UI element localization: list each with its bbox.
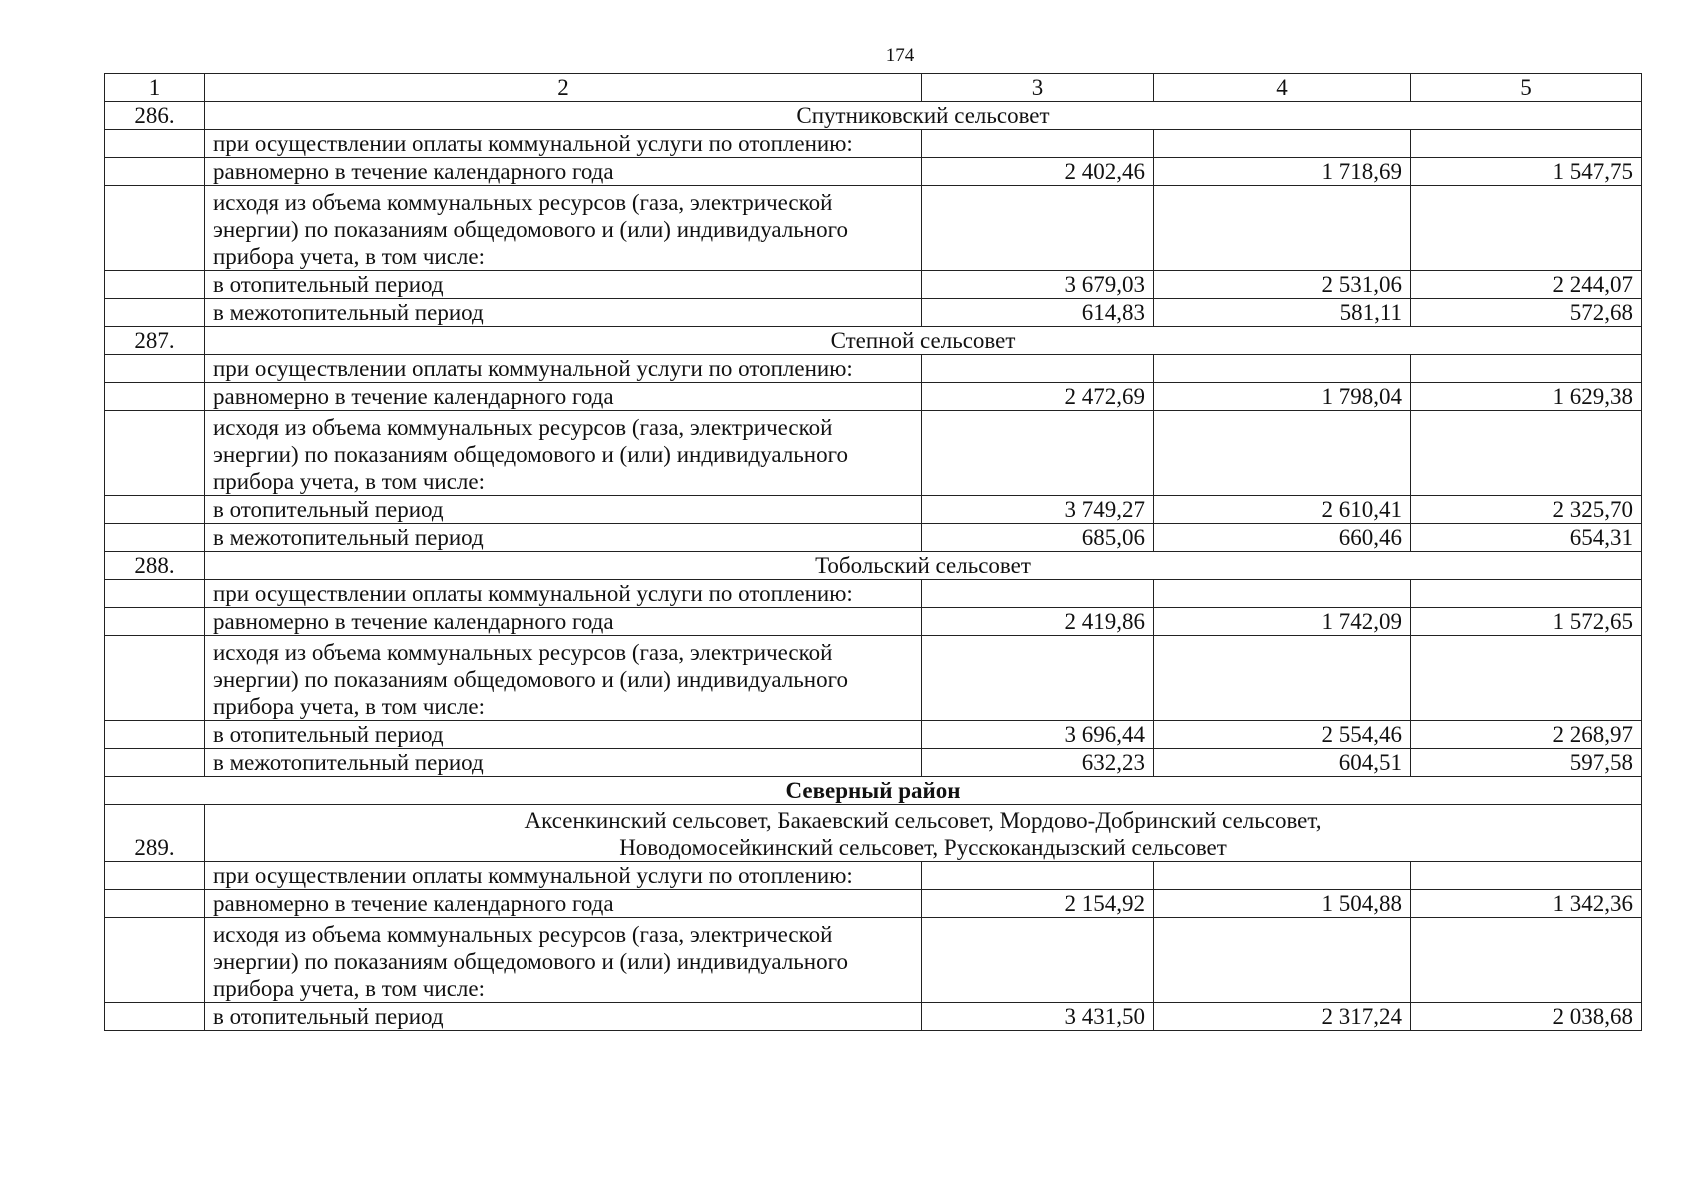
row-label: исходя из объема коммунальных ресурсов (газа, электрической энергии) по показаниям общедомового и (или) индивидуального прибора учета, в том числе: — [205, 411, 922, 496]
empty-cell — [1154, 355, 1411, 383]
value-cell: 2 154,92 — [922, 890, 1154, 918]
entry-title-row — [105, 102, 1642, 130]
entry-number: 288. — [105, 552, 205, 580]
value-cell: 614,83 — [922, 299, 1154, 327]
entry-title-row — [105, 552, 1642, 580]
empty-cell — [105, 186, 205, 271]
header-cell: 5 — [1411, 74, 1642, 102]
empty-cell — [105, 524, 205, 552]
table-row — [105, 890, 1642, 918]
entry-number: 287. — [105, 327, 205, 355]
empty-cell — [922, 862, 1154, 890]
empty-cell — [105, 918, 205, 1003]
value-cell: 2 038,68 — [1411, 1003, 1642, 1031]
row-label: в межотопительный период — [205, 524, 922, 552]
table-row — [105, 918, 1642, 1003]
value-cell: 1 718,69 — [1154, 158, 1411, 186]
empty-cell — [105, 130, 205, 158]
value-cell: 1 572,65 — [1411, 608, 1642, 636]
entry-title-row — [105, 805, 1642, 862]
value-cell: 660,46 — [1154, 524, 1411, 552]
empty-cell — [105, 749, 205, 777]
header-cell: 3 — [922, 74, 1154, 102]
region-title: Северный район — [105, 777, 1642, 805]
empty-cell — [1411, 636, 1642, 721]
row-label: при осуществлении оплаты коммунальной услуги по отоплению: — [205, 355, 922, 383]
empty-cell — [922, 355, 1154, 383]
empty-cell — [105, 608, 205, 636]
table-row — [105, 411, 1642, 496]
value-cell: 2 419,86 — [922, 608, 1154, 636]
empty-cell — [1411, 918, 1642, 1003]
value-cell: 3 431,50 — [922, 1003, 1154, 1031]
value-cell: 3 696,44 — [922, 721, 1154, 749]
empty-cell — [1411, 862, 1642, 890]
row-label: в межотопительный период — [205, 749, 922, 777]
row-label: при осуществлении оплаты коммунальной услуги по отоплению: — [205, 862, 922, 890]
value-cell: 581,11 — [1154, 299, 1411, 327]
table-row — [105, 721, 1642, 749]
value-cell: 1 742,09 — [1154, 608, 1411, 636]
empty-cell — [1154, 186, 1411, 271]
entry-number: 286. — [105, 102, 205, 130]
table-row — [105, 524, 1642, 552]
header-cell: 4 — [1154, 74, 1411, 102]
empty-cell — [922, 186, 1154, 271]
empty-cell — [105, 862, 205, 890]
value-cell: 2 317,24 — [1154, 1003, 1411, 1031]
value-cell: 604,51 — [1154, 749, 1411, 777]
empty-cell — [1411, 355, 1642, 383]
empty-cell — [105, 1003, 205, 1031]
empty-cell — [922, 636, 1154, 721]
table-row — [105, 355, 1642, 383]
value-cell: 632,23 — [922, 749, 1154, 777]
row-label: исходя из объема коммунальных ресурсов (газа, электрической энергии) по показаниям общедомового и (или) индивидуального прибора учета, в том числе: — [205, 186, 922, 271]
value-cell: 2 472,69 — [922, 383, 1154, 411]
table-row — [105, 130, 1642, 158]
row-label: равномерно в течение календарного года — [205, 158, 922, 186]
empty-cell — [105, 580, 205, 608]
value-cell: 1 629,38 — [1411, 383, 1642, 411]
row-label: в межотопительный период — [205, 299, 922, 327]
empty-cell — [1411, 411, 1642, 496]
value-cell: 3 749,27 — [922, 496, 1154, 524]
empty-cell — [105, 271, 205, 299]
table-row — [105, 608, 1642, 636]
page-number: 174 — [885, 45, 915, 66]
value-cell: 1 798,04 — [1154, 383, 1411, 411]
empty-cell — [1154, 130, 1411, 158]
empty-cell — [105, 383, 205, 411]
table-row — [105, 383, 1642, 411]
entry-title: Тобольский сельсовет — [205, 552, 1642, 580]
table-row — [105, 862, 1642, 890]
empty-cell — [922, 411, 1154, 496]
empty-cell — [922, 918, 1154, 1003]
table-row — [105, 496, 1642, 524]
row-label: в отопительный период — [205, 1003, 922, 1031]
empty-cell — [105, 721, 205, 749]
empty-cell — [922, 580, 1154, 608]
value-cell: 2 554,46 — [1154, 721, 1411, 749]
row-label: равномерно в течение календарного года — [205, 383, 922, 411]
empty-cell — [105, 890, 205, 918]
value-cell: 2 402,46 — [922, 158, 1154, 186]
value-cell: 2 610,41 — [1154, 496, 1411, 524]
empty-cell — [1411, 186, 1642, 271]
value-cell: 3 679,03 — [922, 271, 1154, 299]
value-cell: 2 531,06 — [1154, 271, 1411, 299]
row-label: в отопительный период — [205, 496, 922, 524]
table-row — [105, 749, 1642, 777]
row-label: в отопительный период — [205, 721, 922, 749]
table-row — [105, 271, 1642, 299]
table-row — [105, 1003, 1642, 1031]
table-row — [105, 636, 1642, 721]
row-label: равномерно в течение календарного года — [205, 890, 922, 918]
table-row — [105, 299, 1642, 327]
value-cell: 597,58 — [1411, 749, 1642, 777]
header-cell: 1 — [105, 74, 205, 102]
empty-cell — [105, 411, 205, 496]
empty-cell — [105, 299, 205, 327]
entry-title: Степной сельсовет — [205, 327, 1642, 355]
empty-cell — [922, 130, 1154, 158]
value-cell: 1 342,36 — [1411, 890, 1642, 918]
empty-cell — [1154, 918, 1411, 1003]
table-row — [105, 186, 1642, 271]
table-row — [105, 158, 1642, 186]
value-cell: 2 268,97 — [1411, 721, 1642, 749]
empty-cell — [1411, 130, 1642, 158]
empty-cell — [1154, 580, 1411, 608]
value-cell: 685,06 — [922, 524, 1154, 552]
row-label: при осуществлении оплаты коммунальной услуги по отоплению: — [205, 580, 922, 608]
empty-cell — [105, 496, 205, 524]
row-label: при осуществлении оплаты коммунальной услуги по отоплению: — [205, 130, 922, 158]
empty-cell — [105, 355, 205, 383]
empty-cell — [105, 158, 205, 186]
entry-title: Спутниковский сельсовет — [205, 102, 1642, 130]
value-cell: 572,68 — [1411, 299, 1642, 327]
value-cell: 654,31 — [1411, 524, 1642, 552]
row-label: в отопительный период — [205, 271, 922, 299]
empty-cell — [1154, 411, 1411, 496]
entry-title — [205, 805, 1642, 862]
entry-title-line: Новодомосейкинский сельсовет, Русскокандызский сельсовет — [619, 835, 1227, 860]
row-label: равномерно в течение календарного года — [205, 608, 922, 636]
header-row — [105, 74, 1642, 102]
header-cell: 2 — [205, 74, 922, 102]
value-cell: 1 547,75 — [1411, 158, 1642, 186]
entry-number: 289. — [105, 805, 205, 862]
value-cell: 2 325,70 — [1411, 496, 1642, 524]
empty-cell — [1154, 862, 1411, 890]
entry-title-line: Аксенкинский сельсовет, Бакаевский сельсовет, Мордово-Добринский сельсовет, — [524, 808, 1322, 833]
row-label: исходя из объема коммунальных ресурсов (газа, электрической энергии) по показаниям общедомового и (или) индивидуального прибора учета, в том числе: — [205, 918, 922, 1003]
entry-title-row — [105, 327, 1642, 355]
value-cell: 1 504,88 — [1154, 890, 1411, 918]
region-row — [105, 777, 1642, 805]
row-label: исходя из объема коммунальных ресурсов (газа, электрической энергии) по показаниям общедомового и (или) индивидуального прибора учета, в том числе: — [205, 636, 922, 721]
empty-cell — [1154, 636, 1411, 721]
table-row — [105, 580, 1642, 608]
empty-cell — [1411, 580, 1642, 608]
value-cell: 2 244,07 — [1411, 271, 1642, 299]
empty-cell — [105, 636, 205, 721]
tariff-table — [104, 73, 1642, 1031]
